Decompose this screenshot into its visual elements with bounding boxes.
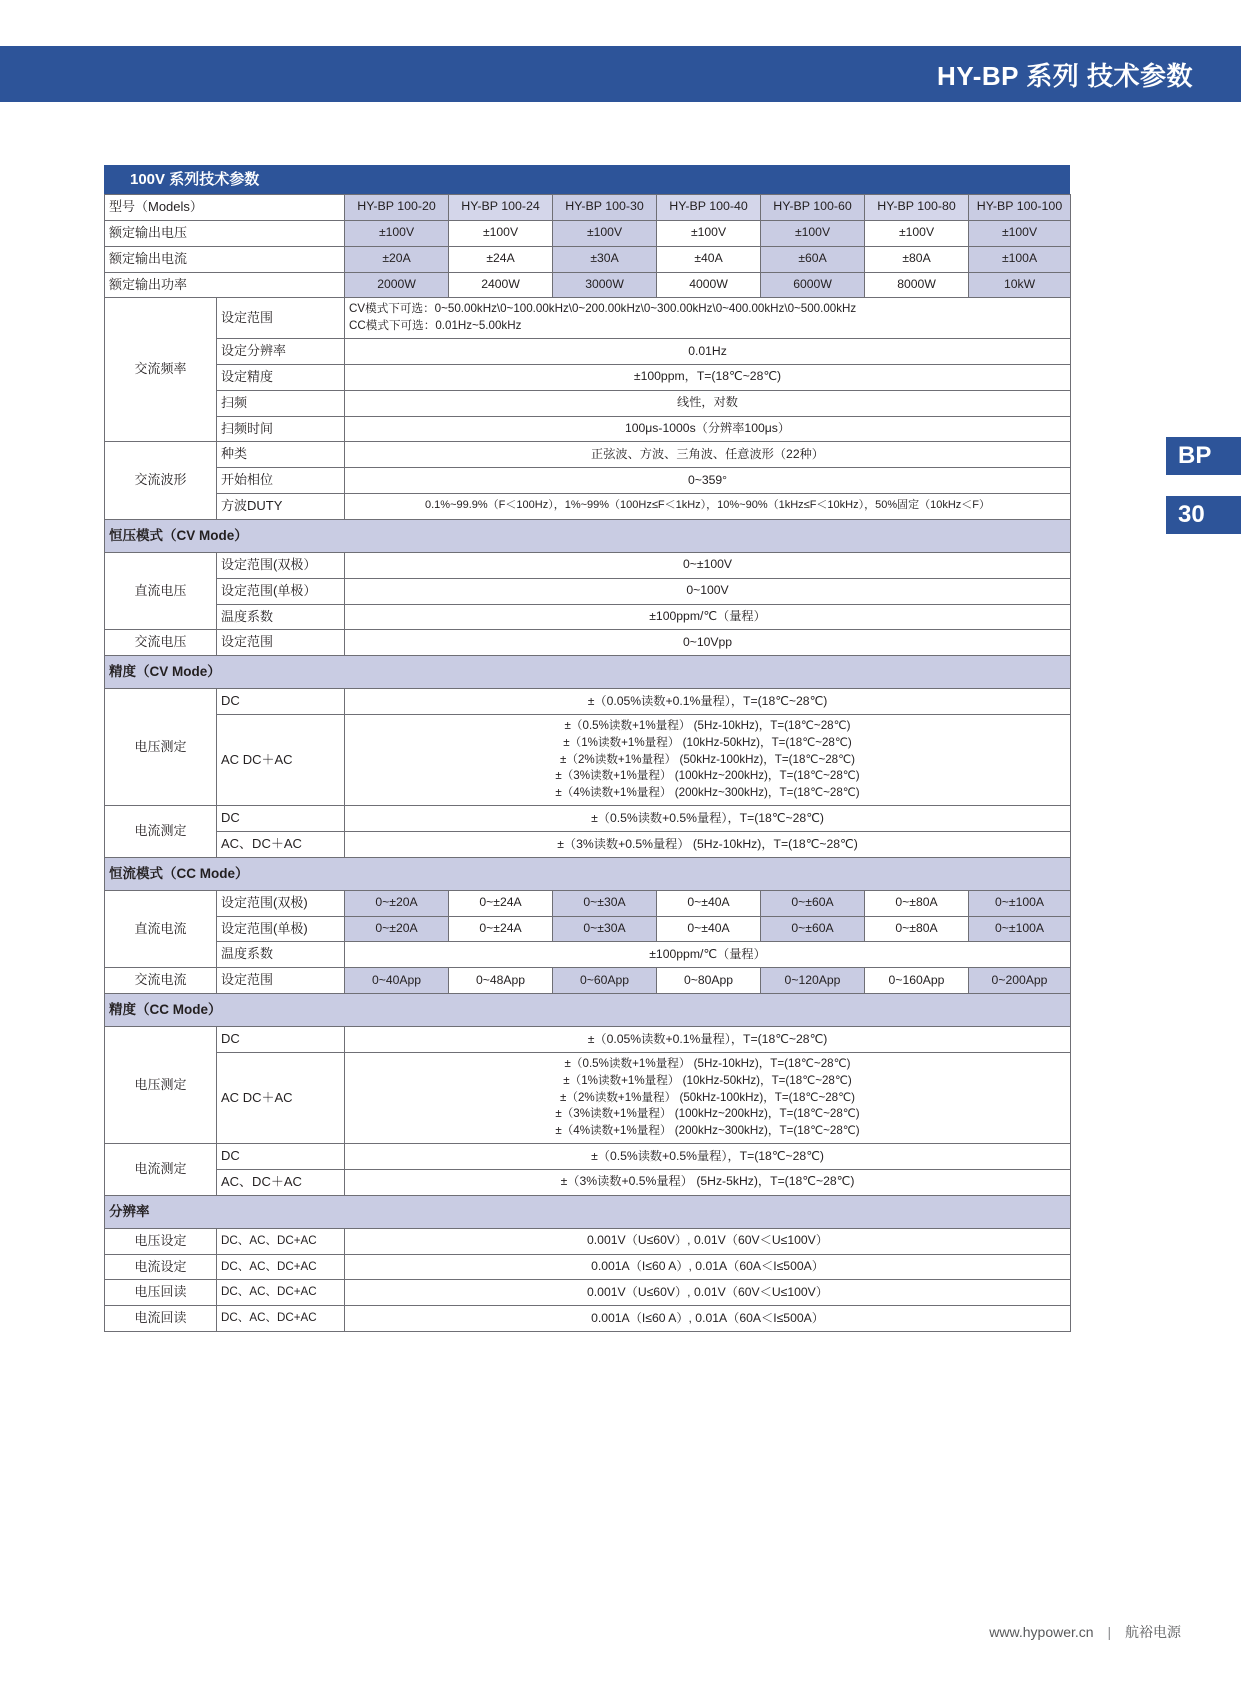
table-band-cc-accuracy (105, 994, 1071, 1027)
table-row-cv-acc-voltage-dc (105, 689, 1071, 715)
table-row-models (105, 195, 1071, 221)
cv-current-dc-value: ±（0.5%读数+0.5%量程），T=(18℃~28℃) (345, 806, 1071, 832)
table-row-rated-power (105, 272, 1071, 298)
cc-bipolar-5: 0~±80A (865, 890, 969, 916)
resolution-modes-0: DC、AC、DC+AC (217, 1228, 345, 1254)
cc-ac-range-4: 0~120App (761, 968, 865, 994)
table-row-rated-voltage (105, 220, 1071, 246)
table-row-resolution-1 (105, 1254, 1071, 1280)
table-row-ac-wave-phase (105, 468, 1071, 494)
table-row-rated-current (105, 246, 1071, 272)
rated-voltage-2: ±100V (553, 220, 657, 246)
cv-voltage-ac-line-1: ±（1%读数+1%量程） (10kHz-50kHz)，T=(18℃~28℃) (563, 735, 852, 749)
spec-table (104, 194, 1071, 1332)
table-row-resolution-3 (105, 1306, 1071, 1332)
cc-ac-range-label: 设定范围 (217, 968, 345, 994)
resolution-value-3: 0.001A（I≤60 A）, 0.01A（60A＜I≤500A） (345, 1306, 1071, 1332)
cc-bipolar-6: 0~±100A (969, 890, 1071, 916)
resolution-value-2: 0.001V（U≤60V）, 0.01V（60V＜U≤100V） (345, 1280, 1071, 1306)
table-row-ac-freq-sweep (105, 390, 1071, 416)
footer-separator: | (1107, 1624, 1112, 1640)
cc-current-dc-value: ±（0.5%读数+0.5%量程），T=(18℃~28℃) (345, 1143, 1071, 1169)
footer-website: www.hypower.cn (989, 1624, 1094, 1640)
model-header-2: HY-BP 100-30 (553, 195, 657, 221)
cv-voltage-ac-label-line1: AC (221, 751, 240, 767)
cv-current-ac-value: ±（3%读数+0.5%量程） (5Hz-10kHz)，T=(18℃~28℃) (345, 831, 1071, 857)
resolution-label-2: 电压回读 (105, 1280, 217, 1306)
page-footer (989, 1622, 1181, 1642)
model-header-4: HY-BP 100-60 (761, 195, 865, 221)
ac-wave-group-label: 交流波形 (105, 442, 217, 520)
cc-voltage-ac-line-3: ±（3%读数+1%量程） (100kHz~200kHz)，T=(18℃~28℃) (555, 1107, 860, 1121)
cv-voltage-ac-line-2: ±（2%读数+1%量程） (50kHz-100kHz)，T=(18℃~28℃) (560, 752, 855, 766)
cc-tempco-label: 温度系数 (217, 942, 345, 968)
cv-voltage-ac-line-0: ±（0.5%读数+1%量程） (5Hz-10kHz)，T=(18℃~28℃) (564, 719, 851, 733)
rated-voltage-1: ±100V (449, 220, 553, 246)
table-row-cv-acc-current-dc (105, 806, 1071, 832)
table-band-cc-mode (105, 857, 1071, 890)
resolution-modes-1: DC、AC、DC+AC (217, 1254, 345, 1280)
table-row-cv-ac-voltage (105, 630, 1071, 656)
model-header-6: HY-BP 100-100 (969, 195, 1071, 221)
table-row-cc-acc-current-dc (105, 1143, 1071, 1169)
table-row-ac-freq-accuracy (105, 364, 1071, 390)
cc-unipolar-label: 设定范围(单极) (217, 916, 345, 942)
cv-tempco-label: 温度系数 (217, 604, 345, 630)
cv-accuracy-band-label: 精度（CV Mode） (105, 656, 1071, 689)
table-row-resolution-0 (105, 1228, 1071, 1254)
ac-wave-duty-label: 方波DUTY (217, 494, 345, 520)
cc-mode-band-label: 恒流模式（CC Mode） (105, 857, 1071, 890)
cc-unipolar-5: 0~±80A (865, 916, 969, 942)
cv-ac-range-value: 0~10Vpp (345, 630, 1071, 656)
table-row-ac-freq-range (105, 298, 1071, 339)
rated-current-2: ±30A (553, 246, 657, 272)
cv-voltage-ac-values (345, 715, 1071, 806)
cc-voltage-dc-value: ±（0.05%读数+0.1%量程），T=(18℃~28℃) (345, 1027, 1071, 1053)
model-header-5: HY-BP 100-80 (865, 195, 969, 221)
cv-voltage-ac-label-line2: DC＋AC (242, 751, 293, 767)
rated-power-1: 2400W (449, 272, 553, 298)
ac-freq-range-line2: CC模式下可选：0.01Hz~5.00kHz (349, 319, 522, 333)
cv-current-dc-label: DC (217, 806, 345, 832)
table-row-cv-tempco (105, 604, 1071, 630)
cv-voltage-meas-label: 电压测定 (105, 689, 217, 806)
resolution-label-3: 电流回读 (105, 1306, 217, 1332)
rated-current-3: ±40A (657, 246, 761, 272)
cc-bipolar-label: 设定范围(双极) (217, 890, 345, 916)
rated-power-label: 额定输出功率 (105, 272, 345, 298)
resolution-value-0: 0.001V（U≤60V）, 0.01V（60V＜U≤100V） (345, 1228, 1071, 1254)
cc-voltage-ac-label-line1: AC (221, 1089, 240, 1105)
side-tab-series-label: BP (1178, 442, 1212, 469)
cc-ac-range-0: 0~40App (345, 968, 449, 994)
cv-voltage-dc-label: DC (217, 689, 345, 715)
rated-power-6: 10kW (969, 272, 1071, 298)
rated-current-0: ±20A (345, 246, 449, 272)
rated-power-3: 4000W (657, 272, 761, 298)
table-row-cc-acc-voltage-dc (105, 1027, 1071, 1053)
table-band-resolution (105, 1195, 1071, 1228)
page-title: HY-BP 系列 技术参数 (937, 60, 1193, 91)
cv-voltage-ac-line-3: ±（3%读数+1%量程） (100kHz~200kHz)，T=(18℃~28℃) (555, 769, 860, 783)
rated-voltage-4: ±100V (761, 220, 865, 246)
ac-wave-phase-label: 开始相位 (217, 468, 345, 494)
table-row-ac-wave-duty (105, 494, 1071, 520)
cc-ac-range-3: 0~80App (657, 968, 761, 994)
cv-mode-band-label: 恒压模式（CV Mode） (105, 519, 1071, 552)
table-row-ac-wave-type (105, 442, 1071, 468)
cc-bipolar-0: 0~±20A (345, 890, 449, 916)
ac-freq-range-label: 设定范围 (217, 298, 345, 339)
cc-unipolar-1: 0~±24A (449, 916, 553, 942)
table-band-cv-accuracy (105, 656, 1071, 689)
cc-bipolar-2: 0~±30A (553, 890, 657, 916)
model-header-1: HY-BP 100-24 (449, 195, 553, 221)
model-header-0: HY-BP 100-20 (345, 195, 449, 221)
cc-ac-range-5: 0~160App (865, 968, 969, 994)
cv-bipolar-label: 设定范围(双极） (217, 552, 345, 578)
ac-freq-resolution-label: 设定分辨率 (217, 338, 345, 364)
cv-voltage-dc-value: ±（0.05%读数+0.1%量程），T=(18℃~28℃) (345, 689, 1071, 715)
cc-voltage-ac-label-line2: DC＋AC (242, 1089, 293, 1105)
cv-unipolar-label: 设定范围(单极） (217, 578, 345, 604)
ac-freq-group-label: 交流频率 (105, 298, 217, 442)
cv-voltage-ac-label (217, 715, 345, 806)
cc-current-ac-value: ±（3%读数+0.5%量程） (5Hz-5kHz)，T=(18℃~28℃) (345, 1169, 1071, 1195)
resolution-band-label: 分辨率 (105, 1195, 1071, 1228)
rated-current-1: ±24A (449, 246, 553, 272)
cc-voltage-ac-line-1: ±（1%读数+1%量程） (10kHz-50kHz)，T=(18℃~28℃) (563, 1073, 852, 1087)
resolution-label-1: 电流设定 (105, 1254, 217, 1280)
cc-ac-current-label: 交流电流 (105, 968, 217, 994)
cc-tempco-value: ±100ppm/℃（量程） (345, 942, 1071, 968)
ac-freq-accuracy-label: 设定精度 (217, 364, 345, 390)
resolution-modes-2: DC、AC、DC+AC (217, 1280, 345, 1306)
cc-bipolar-4: 0~±60A (761, 890, 865, 916)
cv-current-ac-label: AC、DC＋AC (217, 831, 345, 857)
rated-power-2: 3000W (553, 272, 657, 298)
ac-freq-range-line1: CV模式下可选：0~50.00kHz\0~100.00kHz\0~200.00kHz\0~300.00kHz\0~400.00kHz\0~500.00kHz (349, 302, 857, 316)
table-row-cc-unipolar (105, 916, 1071, 942)
cc-voltage-meas-label: 电压测定 (105, 1027, 217, 1144)
cc-current-meas-label: 电流测定 (105, 1143, 217, 1195)
cc-bipolar-3: 0~±40A (657, 890, 761, 916)
resolution-label-0: 电压设定 (105, 1228, 217, 1254)
model-header-3: HY-BP 100-40 (657, 195, 761, 221)
cc-voltage-ac-line-0: ±（0.5%读数+1%量程） (5Hz-10kHz)，T=(18℃~28℃) (564, 1056, 851, 1070)
table-row-resolution-2 (105, 1280, 1071, 1306)
spec-section-title: 100V 系列技术参数 (104, 165, 1070, 194)
table-band-cv-mode (105, 519, 1071, 552)
ac-freq-sweep-time-label: 扫频时间 (217, 416, 345, 442)
cc-current-ac-label: AC、DC＋AC (217, 1169, 345, 1195)
cc-accuracy-band-label: 精度（CC Mode） (105, 994, 1071, 1027)
rated-current-6: ±100A (969, 246, 1071, 272)
cc-current-dc-label: DC (217, 1143, 345, 1169)
cc-ac-range-1: 0~48App (449, 968, 553, 994)
ac-freq-sweep-value: 线性，对数 (345, 390, 1071, 416)
side-tab-series (1166, 437, 1241, 475)
cc-unipolar-4: 0~±60A (761, 916, 865, 942)
cc-unipolar-2: 0~±30A (553, 916, 657, 942)
table-row-cc-acc-voltage-ac (105, 1052, 1071, 1143)
cv-tempco-value: ±100ppm/℃（量程） (345, 604, 1071, 630)
ac-wave-type-value: 正弦波、方波、三角波、任意波形（22种） (345, 442, 1071, 468)
cc-ac-range-2: 0~60App (553, 968, 657, 994)
table-row-cc-acc-current-ac (105, 1169, 1071, 1195)
page-header-banner (0, 46, 1241, 102)
ac-wave-type-label: 种类 (217, 442, 345, 468)
ac-freq-sweep-label: 扫频 (217, 390, 345, 416)
rated-power-5: 8000W (865, 272, 969, 298)
table-row-cv-dc-bipolar (105, 552, 1071, 578)
cc-bipolar-1: 0~±24A (449, 890, 553, 916)
cv-dc-voltage-group-label: 直流电压 (105, 552, 217, 630)
ac-freq-range-value (345, 298, 1071, 339)
ac-freq-sweep-time-value: 100μs-1000s（分辨率100μs） (345, 416, 1071, 442)
cc-voltage-ac-label (217, 1052, 345, 1143)
rated-voltage-label: 额定输出电压 (105, 220, 345, 246)
models-label: 型号（Models） (105, 195, 345, 221)
resolution-value-1: 0.001A（I≤60 A）, 0.01A（60A＜I≤500A） (345, 1254, 1071, 1280)
cc-voltage-ac-line-4: ±（4%读数+1%量程） (200kHz~300kHz)，T=(18℃~28℃) (555, 1124, 860, 1138)
ac-wave-duty-value: 0.1%~99.9%（F＜100Hz），1%~99%（100Hz≤F＜1kHz），10%~90%（1kHz≤F＜10kHz），50%固定（10kHz＜F） (345, 494, 1071, 520)
rated-current-label: 额定输出电流 (105, 246, 345, 272)
cc-unipolar-6: 0~±100A (969, 916, 1071, 942)
table-row-ac-freq-resolution (105, 338, 1071, 364)
side-tab-page-number (1166, 496, 1241, 534)
table-row-cv-acc-current-ac (105, 831, 1071, 857)
cv-unipolar-value: 0~100V (345, 578, 1071, 604)
cc-voltage-dc-label: DC (217, 1027, 345, 1053)
rated-voltage-5: ±100V (865, 220, 969, 246)
table-row-cc-ac-current (105, 968, 1071, 994)
footer-company: 航裕电源 (1125, 1624, 1181, 1640)
cc-voltage-ac-values (345, 1052, 1071, 1143)
cc-unipolar-0: 0~±20A (345, 916, 449, 942)
table-row-cc-bipolar (105, 890, 1071, 916)
rated-voltage-0: ±100V (345, 220, 449, 246)
rated-power-0: 2000W (345, 272, 449, 298)
rated-power-4: 6000W (761, 272, 865, 298)
ac-freq-resolution-value: 0.01Hz (345, 338, 1071, 364)
rated-voltage-3: ±100V (657, 220, 761, 246)
cv-ac-voltage-label: 交流电压 (105, 630, 217, 656)
table-row-cv-dc-unipolar (105, 578, 1071, 604)
cv-ac-range-label: 设定范围 (217, 630, 345, 656)
ac-freq-accuracy-value: ±100ppm，T=(18℃~28℃) (345, 364, 1071, 390)
rated-current-5: ±80A (865, 246, 969, 272)
table-row-ac-freq-sweep-time (105, 416, 1071, 442)
ac-wave-phase-value: 0~359° (345, 468, 1071, 494)
side-tab-page-label: 30 (1178, 501, 1205, 528)
table-row-cc-tempco (105, 942, 1071, 968)
rated-current-4: ±60A (761, 246, 865, 272)
cv-voltage-ac-line-4: ±（4%读数+1%量程） (200kHz~300kHz)，T=(18℃~28℃) (555, 786, 860, 800)
cv-current-meas-label: 电流测定 (105, 806, 217, 858)
cc-dc-current-group-label: 直流电流 (105, 890, 217, 968)
cv-bipolar-value: 0~±100V (345, 552, 1071, 578)
spec-sheet (104, 165, 1070, 1332)
rated-voltage-6: ±100V (969, 220, 1071, 246)
cc-voltage-ac-line-2: ±（2%读数+1%量程） (50kHz-100kHz)，T=(18℃~28℃) (560, 1090, 855, 1104)
resolution-modes-3: DC、AC、DC+AC (217, 1306, 345, 1332)
table-row-cv-acc-voltage-ac (105, 715, 1071, 806)
cc-ac-range-6: 0~200App (969, 968, 1071, 994)
cc-unipolar-3: 0~±40A (657, 916, 761, 942)
